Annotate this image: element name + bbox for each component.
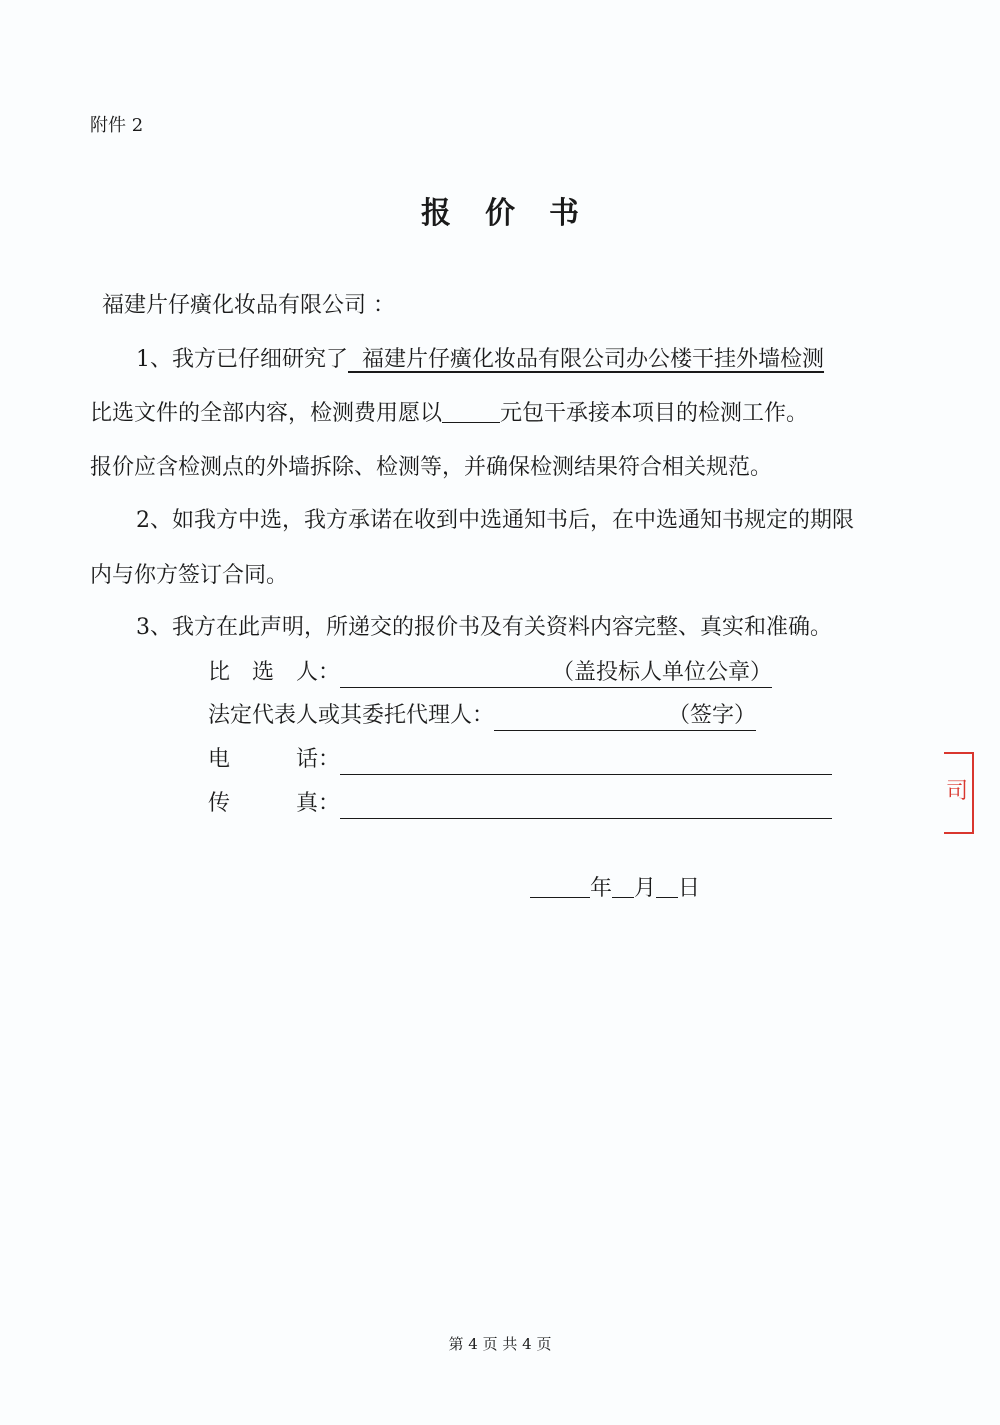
- month-label: 月: [634, 876, 657, 901]
- project-name: 福建片仔癀化妆品有限公司办公楼干挂外墙检测: [362, 347, 825, 372]
- clause-1-prefix: 1、我方已仔细研究了: [136, 347, 348, 372]
- bidder-label: 比 选 人：: [208, 660, 341, 685]
- bidder-row: [208, 658, 772, 688]
- date-line: [530, 873, 700, 904]
- page-title: 报价书: [421, 196, 613, 231]
- representative-label: 法定代表人或其委托代理人：: [208, 703, 495, 728]
- month-blank: [612, 873, 634, 898]
- representative-row: [208, 701, 756, 731]
- bidder-line: [340, 659, 772, 688]
- phone-row: [208, 745, 832, 775]
- clause-1-line-2-b: 元包干承接本项目的检测工作。: [500, 401, 809, 426]
- clause-2-line-1: 2、如我方中选，我方承诺在收到中选通知书后，在中选通知书规定的期限: [136, 508, 854, 533]
- day-blank: [656, 873, 678, 898]
- clause-1-line-2: [90, 398, 808, 429]
- salutation: 福建片仔癀化妆品有限公司 ：: [102, 293, 395, 318]
- fax-row: [208, 789, 832, 819]
- representative-line: [494, 702, 756, 731]
- representative-note: （签字）: [668, 703, 757, 728]
- phone-line: [340, 746, 832, 775]
- clause-3: 3、我方在此声明，所递交的报价书及有关资料内容完整、真实和准确。: [136, 615, 832, 640]
- annex-label: 附件 2: [90, 115, 144, 136]
- clause-1-line-2-a: 比选文件的全部内容，检测费用愿以: [90, 401, 443, 426]
- price-blank: [442, 398, 500, 423]
- bidder-note: （盖投标人单位公章）: [552, 660, 773, 685]
- page-footer: 第 4 页 共 4 页: [448, 1335, 552, 1353]
- clause-1-line-3: 报价应含检测点的外墙拆除、检测等，并确保检测结果符合相关规范。: [90, 455, 773, 480]
- fax-line: [340, 790, 832, 819]
- clause-2-line-2: 内与你方签订合同。: [90, 563, 289, 588]
- seal-text: 司: [946, 779, 969, 804]
- company-seal-fragment: [944, 752, 974, 834]
- clause-1-line-1: [136, 345, 824, 375]
- year-blank: [530, 873, 590, 898]
- day-label: 日: [678, 876, 701, 901]
- fax-label: 传 真：: [208, 791, 341, 816]
- phone-label: 电 话：: [208, 747, 341, 772]
- year-label: 年: [590, 876, 613, 901]
